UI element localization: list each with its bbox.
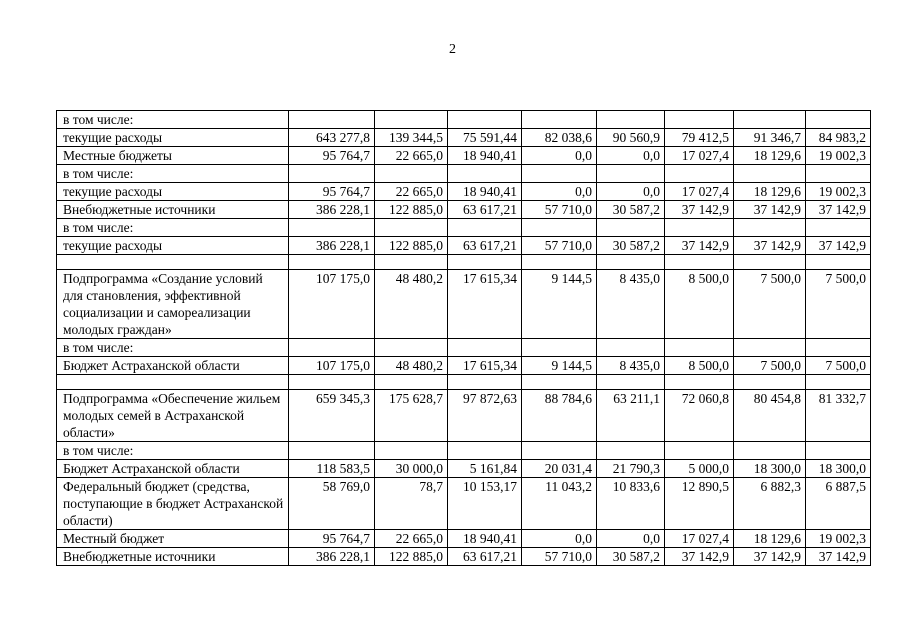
empty-cell — [806, 375, 871, 390]
value-cell: 18 129,6 — [734, 147, 806, 165]
value-cell — [806, 111, 871, 129]
value-cell: 18 940,41 — [448, 147, 522, 165]
table-row — [57, 111, 871, 129]
empty-cell — [734, 375, 806, 390]
value-cell — [289, 165, 375, 183]
value-cell — [597, 339, 665, 357]
empty-cell — [665, 375, 734, 390]
row-label: в том числе: — [57, 165, 289, 183]
value-cell: 80 454,8 — [734, 390, 806, 442]
value-cell: 37 142,9 — [806, 548, 871, 566]
value-cell: 37 142,9 — [734, 548, 806, 566]
value-cell: 18 129,6 — [734, 183, 806, 201]
value-cell — [665, 442, 734, 460]
value-cell: 18 940,41 — [448, 530, 522, 548]
table-row — [57, 147, 871, 165]
value-cell: 18 300,0 — [734, 460, 806, 478]
value-cell: 75 591,44 — [448, 129, 522, 147]
table-row — [57, 339, 871, 357]
value-cell — [734, 442, 806, 460]
empty-cell — [375, 255, 448, 270]
value-cell: 7 500,0 — [734, 270, 806, 339]
table-row — [57, 478, 871, 530]
value-cell — [665, 111, 734, 129]
value-cell: 107 175,0 — [289, 357, 375, 375]
value-cell: 122 885,0 — [375, 237, 448, 255]
value-cell: 21 790,3 — [597, 460, 665, 478]
value-cell — [522, 339, 597, 357]
value-cell: 22 665,0 — [375, 183, 448, 201]
value-cell: 12 890,5 — [665, 478, 734, 530]
value-cell: 22 665,0 — [375, 530, 448, 548]
empty-cell — [289, 255, 375, 270]
value-cell: 81 332,7 — [806, 390, 871, 442]
row-label: в том числе: — [57, 442, 289, 460]
value-cell — [375, 165, 448, 183]
row-label: текущие расходы — [57, 237, 289, 255]
table-row — [57, 442, 871, 460]
value-cell: 6 887,5 — [806, 478, 871, 530]
value-cell: 30 587,2 — [597, 237, 665, 255]
value-cell — [522, 442, 597, 460]
value-cell — [806, 219, 871, 237]
value-cell: 48 480,2 — [375, 357, 448, 375]
value-cell: 63 617,21 — [448, 237, 522, 255]
empty-cell — [806, 255, 871, 270]
value-cell — [734, 111, 806, 129]
value-cell: 0,0 — [522, 530, 597, 548]
value-cell: 0,0 — [597, 530, 665, 548]
value-cell: 7 500,0 — [806, 357, 871, 375]
value-cell: 17 027,4 — [665, 530, 734, 548]
value-cell: 37 142,9 — [665, 237, 734, 255]
row-label: Федеральный бюджет (средства, поступающие в бюджет Астраханской области) — [57, 478, 289, 530]
value-cell — [734, 339, 806, 357]
row-label: текущие расходы — [57, 183, 289, 201]
row-label: в том числе: — [57, 219, 289, 237]
row-label: Местный бюджет — [57, 530, 289, 548]
value-cell: 8 500,0 — [665, 270, 734, 339]
table-row — [57, 390, 871, 442]
value-cell — [806, 165, 871, 183]
value-cell: 7 500,0 — [734, 357, 806, 375]
value-cell: 5 161,84 — [448, 460, 522, 478]
value-cell: 63 617,21 — [448, 548, 522, 566]
value-cell: 78,7 — [375, 478, 448, 530]
row-label: Подпрограмма «Обеспечение жильем молодых семей в Астраханской области» — [57, 390, 289, 442]
value-cell: 10 833,6 — [597, 478, 665, 530]
value-cell: 95 764,7 — [289, 530, 375, 548]
value-cell: 6 882,3 — [734, 478, 806, 530]
value-cell: 37 142,9 — [806, 237, 871, 255]
value-cell — [597, 219, 665, 237]
value-cell: 8 500,0 — [665, 357, 734, 375]
value-cell: 659 345,3 — [289, 390, 375, 442]
value-cell: 58 769,0 — [289, 478, 375, 530]
value-cell: 18 300,0 — [806, 460, 871, 478]
value-cell: 0,0 — [597, 183, 665, 201]
value-cell: 48 480,2 — [375, 270, 448, 339]
value-cell — [375, 442, 448, 460]
row-label: Внебюджетные источники — [57, 201, 289, 219]
empty-cell — [597, 375, 665, 390]
value-cell: 95 764,7 — [289, 147, 375, 165]
value-cell — [597, 442, 665, 460]
value-cell: 0,0 — [522, 147, 597, 165]
value-cell: 11 043,2 — [522, 478, 597, 530]
value-cell: 30 587,2 — [597, 548, 665, 566]
table-row — [57, 237, 871, 255]
row-label: в том числе: — [57, 111, 289, 129]
value-cell — [522, 111, 597, 129]
value-cell: 37 142,9 — [665, 548, 734, 566]
value-cell — [597, 111, 665, 129]
value-cell: 20 031,4 — [522, 460, 597, 478]
value-cell: 17 027,4 — [665, 147, 734, 165]
value-cell: 118 583,5 — [289, 460, 375, 478]
value-cell — [806, 442, 871, 460]
value-cell: 57 710,0 — [522, 548, 597, 566]
value-cell — [734, 219, 806, 237]
value-cell: 0,0 — [597, 147, 665, 165]
value-cell: 122 885,0 — [375, 201, 448, 219]
table-row — [57, 357, 871, 375]
table-row — [57, 219, 871, 237]
value-cell: 18 129,6 — [734, 530, 806, 548]
value-cell: 88 784,6 — [522, 390, 597, 442]
table-row — [57, 548, 871, 566]
row-label: Бюджет Астраханской области — [57, 460, 289, 478]
spacer-row — [57, 255, 871, 270]
value-cell — [289, 442, 375, 460]
page-number: 2 — [449, 42, 456, 57]
value-cell: 37 142,9 — [806, 201, 871, 219]
value-cell: 5 000,0 — [665, 460, 734, 478]
row-label: Местные бюджеты — [57, 147, 289, 165]
row-label: Внебюджетные источники — [57, 548, 289, 566]
empty-cell — [522, 375, 597, 390]
value-cell: 63 211,1 — [597, 390, 665, 442]
value-cell: 7 500,0 — [806, 270, 871, 339]
value-cell: 17 615,34 — [448, 270, 522, 339]
value-cell — [289, 111, 375, 129]
value-cell: 139 344,5 — [375, 129, 448, 147]
value-cell: 386 228,1 — [289, 548, 375, 566]
value-cell: 10 153,17 — [448, 478, 522, 530]
table-row — [57, 460, 871, 478]
value-cell: 386 228,1 — [289, 201, 375, 219]
empty-cell — [448, 255, 522, 270]
value-cell — [448, 442, 522, 460]
value-cell: 84 983,2 — [806, 129, 871, 147]
value-cell — [522, 219, 597, 237]
value-cell: 37 142,9 — [734, 237, 806, 255]
spacer-row — [57, 375, 871, 390]
value-cell: 8 435,0 — [597, 357, 665, 375]
value-cell: 79 412,5 — [665, 129, 734, 147]
value-cell: 122 885,0 — [375, 548, 448, 566]
value-cell — [375, 339, 448, 357]
value-cell: 37 142,9 — [665, 201, 734, 219]
empty-cell — [734, 255, 806, 270]
empty-cell — [665, 255, 734, 270]
value-cell: 9 144,5 — [522, 270, 597, 339]
table-row — [57, 530, 871, 548]
value-cell: 57 710,0 — [522, 201, 597, 219]
budget-table — [56, 110, 871, 566]
value-cell: 0,0 — [522, 183, 597, 201]
value-cell: 90 560,9 — [597, 129, 665, 147]
value-cell: 30 000,0 — [375, 460, 448, 478]
value-cell — [665, 165, 734, 183]
table-row — [57, 183, 871, 201]
table-row — [57, 129, 871, 147]
value-cell: 18 940,41 — [448, 183, 522, 201]
empty-cell — [289, 375, 375, 390]
value-cell — [448, 165, 522, 183]
value-cell: 19 002,3 — [806, 183, 871, 201]
value-cell: 19 002,3 — [806, 147, 871, 165]
value-cell: 386 228,1 — [289, 237, 375, 255]
value-cell — [375, 111, 448, 129]
value-cell: 37 142,9 — [734, 201, 806, 219]
empty-cell — [597, 255, 665, 270]
value-cell — [448, 339, 522, 357]
row-label: в том числе: — [57, 339, 289, 357]
empty-cell — [57, 255, 289, 270]
value-cell: 17 027,4 — [665, 183, 734, 201]
value-cell: 107 175,0 — [289, 270, 375, 339]
value-cell — [289, 339, 375, 357]
value-cell — [289, 219, 375, 237]
value-cell: 8 435,0 — [597, 270, 665, 339]
value-cell: 17 615,34 — [448, 357, 522, 375]
value-cell: 72 060,8 — [665, 390, 734, 442]
empty-cell — [375, 375, 448, 390]
value-cell: 19 002,3 — [806, 530, 871, 548]
value-cell: 97 872,63 — [448, 390, 522, 442]
value-cell: 22 665,0 — [375, 147, 448, 165]
value-cell: 82 038,6 — [522, 129, 597, 147]
value-cell — [448, 219, 522, 237]
value-cell: 30 587,2 — [597, 201, 665, 219]
value-cell — [806, 339, 871, 357]
value-cell: 9 144,5 — [522, 357, 597, 375]
value-cell: 95 764,7 — [289, 183, 375, 201]
value-cell — [522, 165, 597, 183]
value-cell: 175 628,7 — [375, 390, 448, 442]
value-cell — [665, 219, 734, 237]
value-cell: 57 710,0 — [522, 237, 597, 255]
table-body — [57, 111, 871, 566]
row-label: Подпрограмма «Создание условий для становления, эффективной социализации и самореализации молодых граждан» — [57, 270, 289, 339]
value-cell — [448, 111, 522, 129]
empty-cell — [522, 255, 597, 270]
row-label: Бюджет Астраханской области — [57, 357, 289, 375]
value-cell: 63 617,21 — [448, 201, 522, 219]
table-row — [57, 201, 871, 219]
value-cell: 643 277,8 — [289, 129, 375, 147]
row-label: текущие расходы — [57, 129, 289, 147]
table-row — [57, 270, 871, 339]
empty-cell — [448, 375, 522, 390]
table-row — [57, 165, 871, 183]
value-cell — [734, 165, 806, 183]
value-cell — [665, 339, 734, 357]
value-cell — [597, 165, 665, 183]
empty-cell — [57, 375, 289, 390]
value-cell: 91 346,7 — [734, 129, 806, 147]
value-cell — [375, 219, 448, 237]
